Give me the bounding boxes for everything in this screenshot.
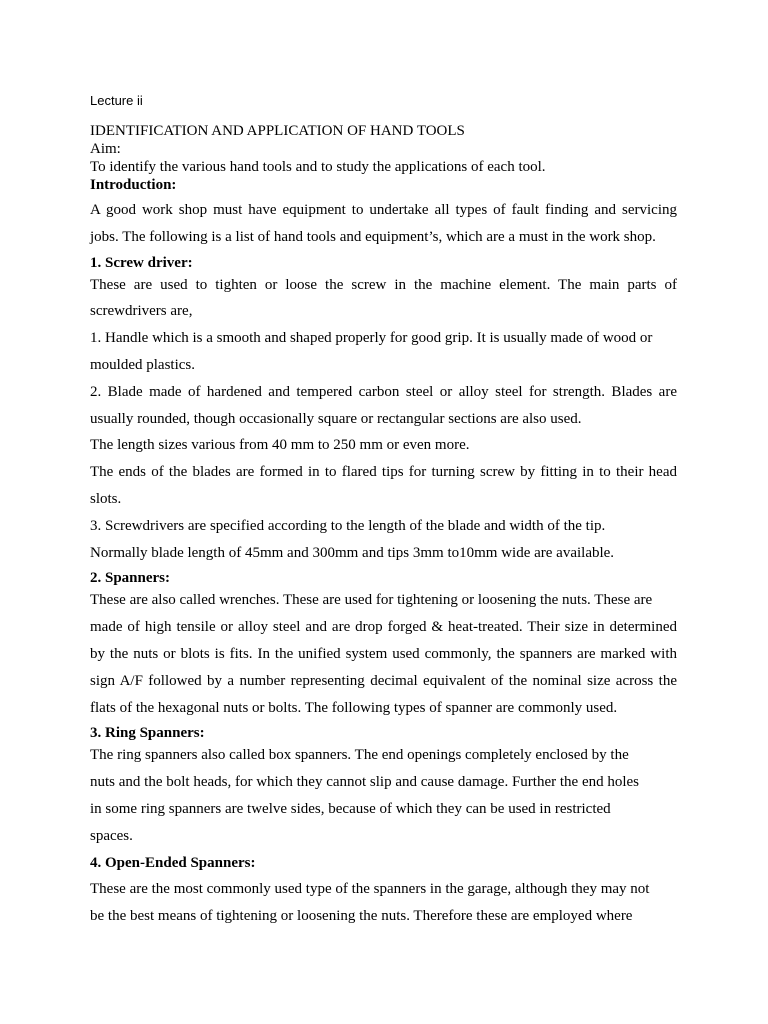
intro-line: jobs. The following is a list of hand tools and equipment’s, which are a must in the work shop. (90, 228, 656, 245)
screwdriver-line: Normally blade length of 45mm and 300mm and tips 3mm to10mm wide are available. (90, 544, 615, 561)
screwdriver-line: 1. Handle which is a smooth and shaped properly for good grip. It is usually made of wood or (90, 330, 653, 347)
document-title: IDENTIFICATION AND APPLICATION OF HAND TOOLS (90, 123, 465, 139)
aim-text: To identify the various hand tools and to study the applications of each tool. (90, 159, 546, 175)
intro-line: A good work shop must have equipment to undertake all types of fault finding and servicing (90, 202, 677, 218)
open-ended-spanners-line: These are the most commonly used type of the spanners in the garage, although they may not (90, 881, 650, 898)
screwdriver-line: 2. Blade made of hardened and tempered carbon steel or alloy steel for strength. Blades are (90, 383, 677, 400)
ring-spanners-line: The ring spanners also called box spanners. The end openings completely enclosed by the (90, 747, 629, 764)
spanners-line: made of high tensile or alloy steel and are drop forged & heat-treated. Their size in determined (90, 619, 677, 636)
ring-spanners-line: spaces. (90, 827, 133, 844)
screwdriver-line: screwdrivers are, (90, 303, 193, 320)
screwdriver-line: These are used to tighten or loose the screw in the machine element. The main parts of (90, 276, 677, 293)
ring-spanners-heading: 3. Ring Spanners: (90, 725, 205, 742)
spanners-heading: 2. Spanners: (90, 570, 171, 587)
open-ended-spanners-heading: 4. Open-Ended Spanners: (90, 854, 256, 871)
screwdriver-line: The length sizes various from 40 mm to 250 mm or even more. (90, 437, 470, 454)
screwdriver-line: The ends of the blades are formed in to flared tips for turning screw by fitting in to their head (90, 464, 677, 481)
screwdriver-line: usually rounded, though occasionally square or rectangular sections are also used. (90, 410, 582, 427)
document-body (90, 122, 677, 930)
spanners-line: by the nuts or blots is fits. In the unified system used commonly, the spanners are marked with (90, 645, 677, 662)
spanners-line: sign A/F followed by a number representing decimal equivalent of the nominal size across the (90, 672, 677, 689)
spanners-line: These are also called wrenches. These are used for tightening or loosening the nuts. These are (90, 592, 653, 609)
ring-spanners-line: nuts and the bolt heads, for which they cannot slip and cause damage. Further the end holes (90, 774, 640, 791)
open-ended-spanners-line: be the best means of tightening or loosening the nuts. Therefore these are employed where (90, 908, 633, 925)
screwdriver-line: 3. Screwdrivers are specified according to the length of the blade and width of the tip. (90, 517, 606, 534)
screwdriver-heading: 1. Screw driver: (90, 254, 193, 271)
page-header: Lecture ii (90, 93, 143, 108)
aim-label: Aim: (90, 141, 121, 157)
screwdriver-line: slots. (90, 490, 122, 507)
screwdriver-line: moulded plastics. (90, 356, 195, 373)
ring-spanners-line: in some ring spanners are twelve sides, because of which they can be used in restricted (90, 800, 611, 817)
introduction-heading: Introduction: (90, 177, 177, 193)
spanners-line: flats of the hexagonal nuts or bolts. The following types of spanner are commonly used. (90, 699, 618, 716)
